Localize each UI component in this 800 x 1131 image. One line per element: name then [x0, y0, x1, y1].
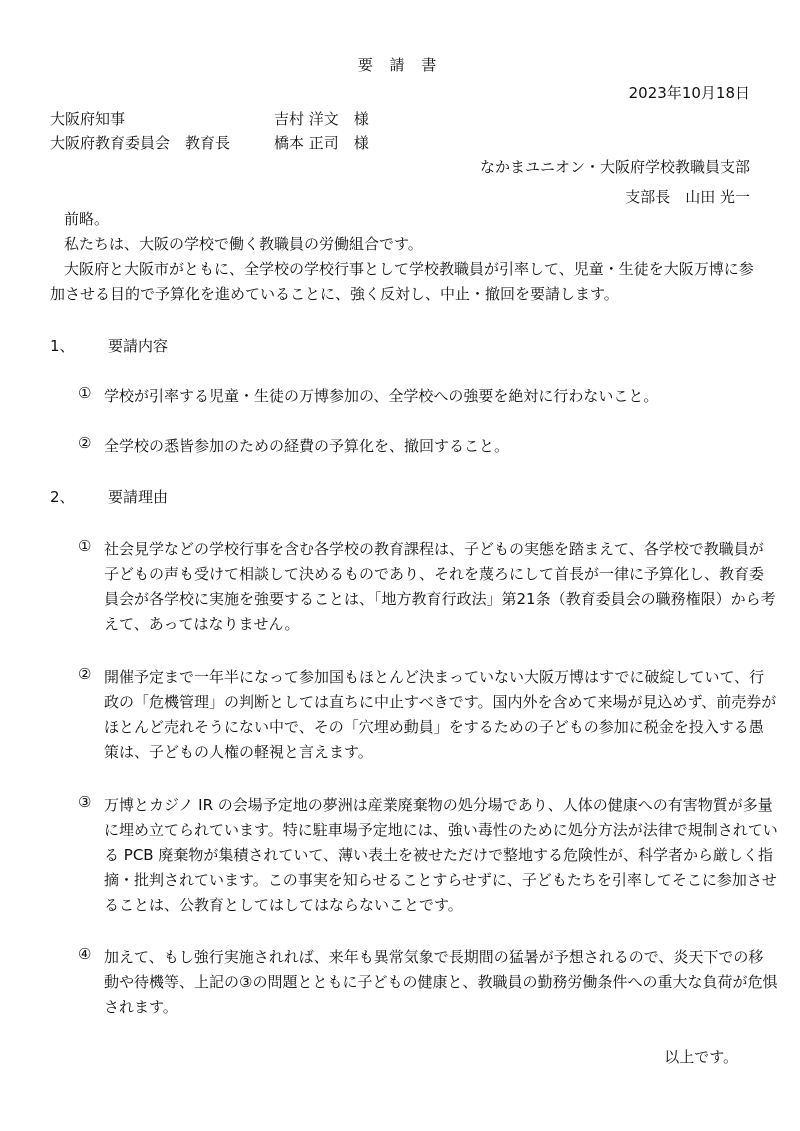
intro-line-2: 大阪府と大阪市がともに、全学校の学校行事として学校教職員が引率して、児童・生徒を大阪万博に参加させる目的で予算化を進めていることに、強く反対し、中止・撤回を要請します。: [50, 260, 754, 303]
item-marker: ①: [78, 384, 92, 402]
section-title: 要請理由: [108, 488, 169, 506]
section-number: 2、: [50, 488, 75, 506]
item-marker: ①: [78, 537, 92, 555]
item-marker: ②: [78, 665, 92, 683]
document-title: 要 請 書: [357, 56, 443, 74]
item-marker: ③: [78, 793, 92, 811]
section-title: 要請内容: [108, 337, 169, 355]
request-item-1: [78, 384, 778, 409]
sender-representative: 支部長 山田 光一: [625, 188, 750, 206]
item-text: 全学校の悉皆参加のための経費の予算化を、撤回すること。: [104, 437, 510, 455]
item-text: 社会見学などの学校行事を含む各学校の教育課程は、子どもの実態を踏まえて、各学校で教職員が子どもの声も受けて相談して決めるものであり、それを蔑ろにして首長が一律に予算化し、教育委員会が各学校に実施を強要することは、「地方教育行政法」第21条（教育委員会の職務権限）から考えて、あってはなりません。: [104, 540, 776, 633]
addressee-person-governor: 吉村 洋文 様: [274, 110, 369, 128]
addressee-org-governor: 大阪府知事: [50, 110, 126, 128]
item-marker: ②: [78, 434, 92, 452]
addressee-person-superintendent: 橋本 正司 様: [274, 134, 369, 152]
item-marker: ④: [78, 945, 92, 963]
reason-item-1: [78, 537, 778, 637]
reason-item-4: [78, 945, 778, 1020]
addressee-org-superintendent: 大阪府教育委員会 教育長: [50, 134, 231, 152]
sender-organization: なかまユニオン・大阪府学校教職員支部: [479, 158, 750, 176]
item-text: 万博とカジノ IR の会場予定地の夢洲は産業廃棄物の処分場であり、人体の健康への有害物質が多量に埋め立てられています。特に駐車場予定地には、強い毒性のために処分方法が法律で規制されている PCB 廃棄物が集積されていて、薄い表土を被せただけで整地する危険性が、科学者から厳しく指摘・批判されています。この事実を知らせることすらせずに、子どもたちを引率してそこに参加させることは、公教育としてはしてはならないことです。: [104, 796, 778, 914]
section-heading-reasons: [50, 486, 168, 507]
request-item-2: [78, 434, 778, 459]
item-text: 学校が引率する児童・生徒の万博参加の、全学校への強要を絶対に行わないこと。: [104, 387, 659, 405]
document-date: 2023年10月18日: [628, 84, 750, 102]
section-heading-request: [50, 335, 168, 356]
item-text: 開催予定まで一年半になって参加国もほとんど決まっていない大阪万博はすでに破綻していて、行政の「危機管理」の判断としては直ちに中止すべきです。国内外を含めて来場が見込めず、前売券がほとんど売れそうにない中で、その「穴埋め動員」をするための子どもの参加に税金を投入する愚策は、子どもの人権の軽視と言えます。: [104, 668, 777, 761]
closing-remark: 以上です。: [664, 1048, 738, 1066]
intro-line-1: 私たちは、大阪の学校で働く教職員の労働組合です。: [64, 235, 423, 253]
reason-item-3: [78, 793, 778, 918]
item-text: 加えて、もし強行実施されれば、来年も異常気象で長期間の猛暑が予想されるので、炎天下での移動や待機等、上記の③の問題とともに子どもの健康と、教職員の勤務労働条件への重大な負荷が危惧されます。: [104, 948, 778, 1016]
section-number: 1、: [50, 337, 75, 355]
reason-item-2: [78, 665, 778, 765]
intro-greeting: 前略。: [64, 210, 110, 228]
